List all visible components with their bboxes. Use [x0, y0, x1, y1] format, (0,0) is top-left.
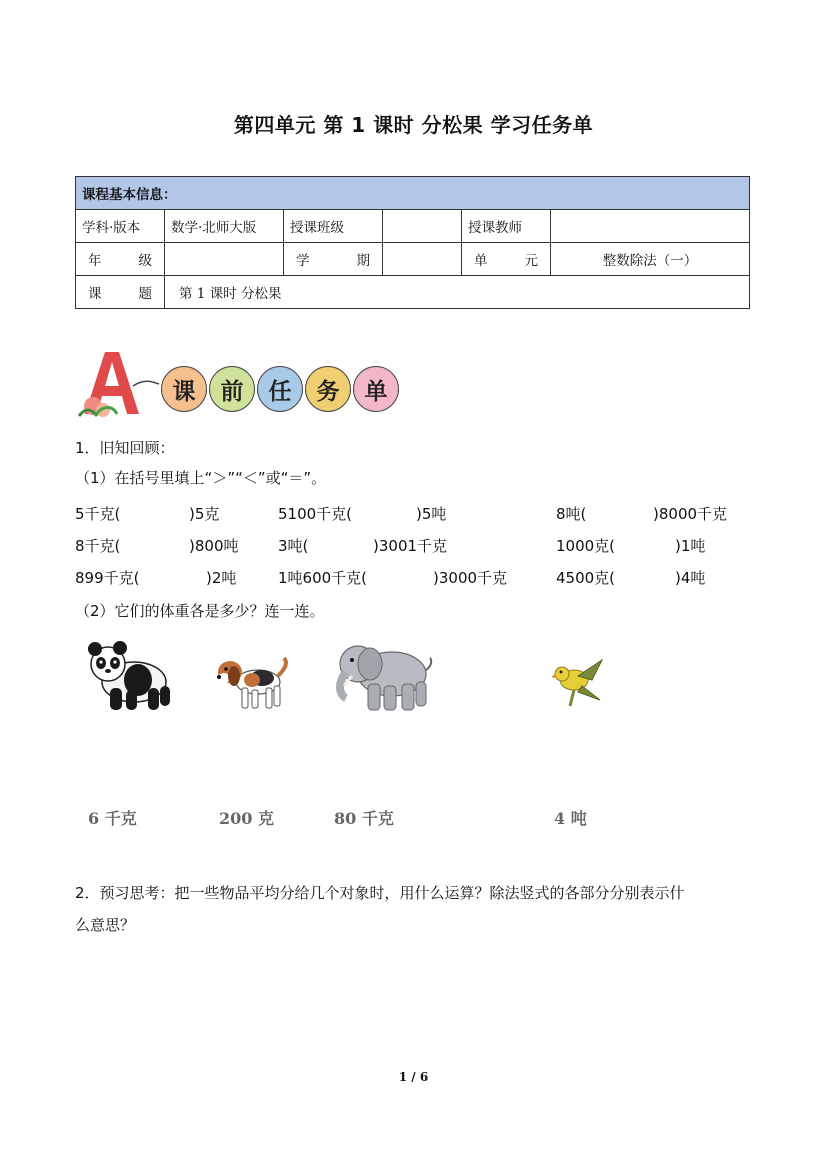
pre-class-task-banner: [75, 348, 405, 420]
compare-2b-left: 3吨(: [278, 537, 309, 555]
compare-2a-right: )800吨: [189, 537, 239, 555]
subject-label: 学科·版本: [76, 210, 165, 243]
subject-value: 数学·北师大版: [165, 210, 284, 243]
section1-q1: （1）在括号里填上“＞”“＜”或“＝”。: [75, 469, 327, 487]
compare-2c-right: )1吨: [675, 537, 706, 555]
unit-label: 单 元: [462, 243, 551, 276]
banner-char-1: 课: [161, 366, 207, 412]
grade-label: 年 级: [76, 243, 165, 276]
section1-heading: 1．旧知回顾：: [75, 439, 175, 457]
compare-1a-right: )5克: [189, 505, 220, 523]
unit-value: 整数除法（一）: [551, 243, 750, 276]
banner-char-4: 务: [305, 366, 351, 412]
page-title: 第四单元 第 1 课时 分松果 学习任务单: [233, 113, 594, 137]
class-label: 授课班级: [284, 210, 383, 243]
compare-2c-left: 1000克(: [556, 537, 616, 555]
course-info-table: [75, 176, 750, 309]
topic-label: 课 题: [76, 276, 165, 309]
banner-char-3: 任: [257, 366, 303, 412]
weight-option-1: 6 千克: [88, 809, 137, 828]
elephant-icon: [332, 638, 434, 714]
weight-option-3: 80 千克: [334, 809, 394, 828]
compare-2a-left: 8千克(: [75, 537, 121, 555]
compare-1b-left: 5100千克(: [278, 505, 353, 523]
section2-line2: 么意思？: [75, 916, 136, 934]
dog-icon: [214, 652, 294, 714]
compare-3b-right: )3000千克: [433, 569, 508, 587]
compare-3c-left: 4500克(: [556, 569, 616, 587]
term-value: [383, 243, 462, 276]
banner-char-2: 前: [209, 366, 255, 412]
compare-1c-left: 8吨(: [556, 505, 587, 523]
compare-2b-right: )3001千克: [373, 537, 448, 555]
letter-a-flower-icon: [75, 348, 165, 420]
compare-1a-left: 5千克(: [75, 505, 121, 523]
weight-option-2: 200 克: [219, 809, 274, 828]
course-info-header: 课程基本信息：: [76, 177, 750, 210]
term-label: 学 期: [284, 243, 383, 276]
compare-3a-right: )2吨: [206, 569, 237, 587]
section2-line1: 2．预习思考：把一些物品平均分给几个对象时，用什么运算？除法竖式的各部分分别表示什: [75, 884, 685, 902]
teacher-value: [551, 210, 750, 243]
banner-char-5: 单: [353, 366, 399, 412]
panda-icon: [86, 636, 176, 714]
topic-value: 第 1 课时 分松果: [165, 276, 750, 309]
grade-value: [165, 243, 284, 276]
teacher-label: 授课教师: [462, 210, 551, 243]
compare-3b-left: 1吨600千克(: [278, 569, 368, 587]
section1-q2: （2）它们的体重各是多少？连一连。: [75, 602, 325, 620]
compare-3c-right: )4吨: [675, 569, 706, 587]
class-value: [383, 210, 462, 243]
compare-3a-left: 899千克(: [75, 569, 140, 587]
weight-option-4: 4 吨: [554, 809, 587, 828]
compare-1b-right: )5吨: [416, 505, 447, 523]
bird-icon: [552, 656, 608, 714]
compare-1c-right: )8000千克: [653, 505, 728, 523]
page-number: 1 / 6: [398, 1070, 429, 1084]
